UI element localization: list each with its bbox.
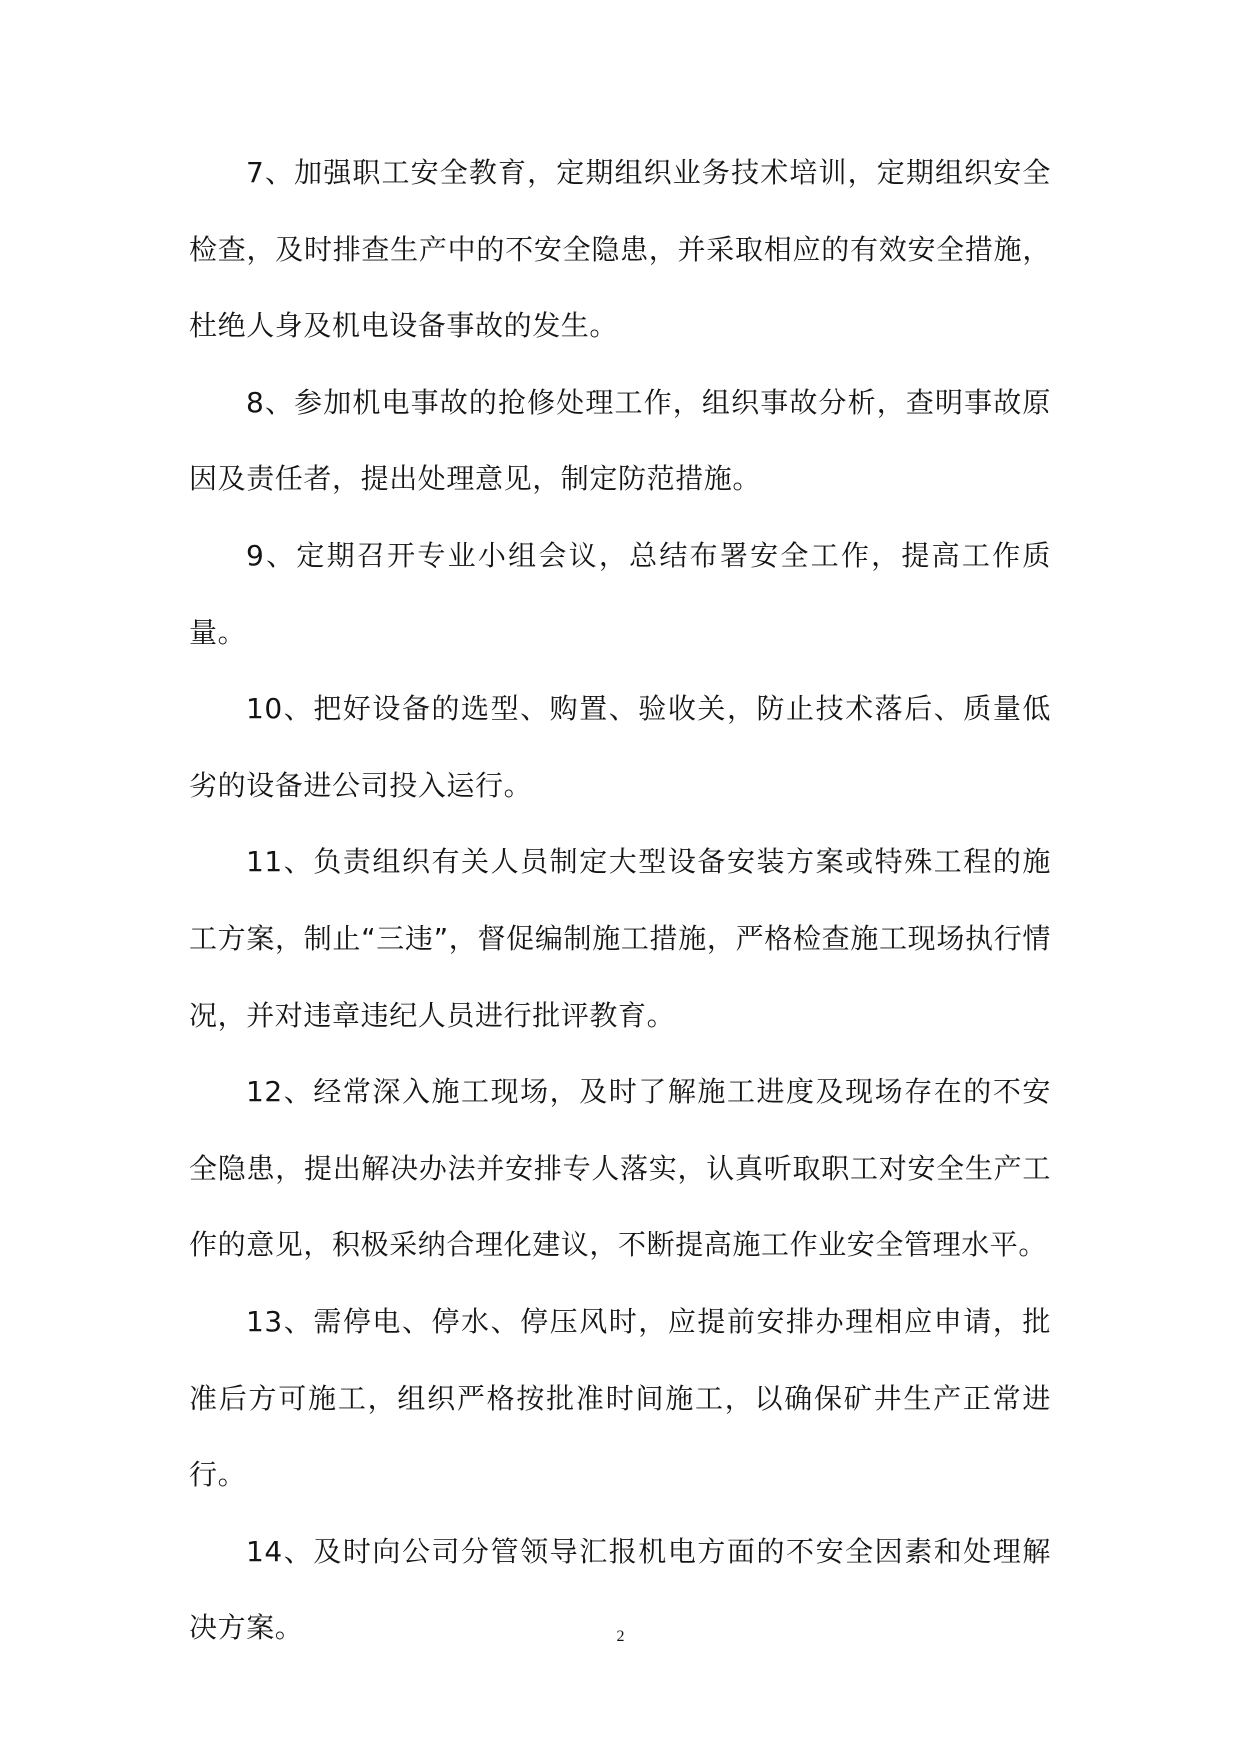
page-number: 2 [616,1628,625,1645]
paragraph-item-8: 8、参加机电事故的抢修处理工作，组织事故分析，查明事故原因及责任者，提出处理意见，制定防范措施。 [189,385,1051,496]
paragraph-item-13: 13、需停电、停水、停压风时，应提前安排办理相应申请，批准后方可施工，组织严格按批准时间施工，以确保矿井生产正常进行。 [189,1304,1051,1492]
paragraph-item-7: 7、加强职工安全教育，定期组织业务技术培训，定期组织安全检查，及时排查生产中的不安全隐患，并采取相应的有效安全措施，杜绝人身及机电设备事故的发生。 [189,156,1051,343]
paragraph-item-10: 10、把好设备的选型、购置、验收关，防止技术落后、质量低劣的设备进公司投入运行。 [189,692,1051,802]
paragraph-item-11: 11、负责组织有关人员制定大型设备安装方案或特殊工程的施工方案，制止“三违”，督促编制施工措施，严格检查施工现场执行情况，并对违章违纪人员进行批评教育。 [189,845,1051,1032]
paragraph-item-9: 9、定期召开专业小组会议，总结布署安全工作，提高工作质量。 [189,538,1051,649]
paragraph-item-12: 12、经常深入施工现场，及时了解施工进度及现场存在的不安全隐患，提出解决办法并安排专人落实，认真听取职工对安全生产工作的意见，积极采纳合理化建议，不断提高施工作业安全管理水平。 [189,1075,1051,1262]
body-text [189,135,1051,1667]
paragraph-item-14: 14、及时向公司分管领导汇报机电方面的不安全因素和处理解决方案。 [189,1534,1051,1645]
